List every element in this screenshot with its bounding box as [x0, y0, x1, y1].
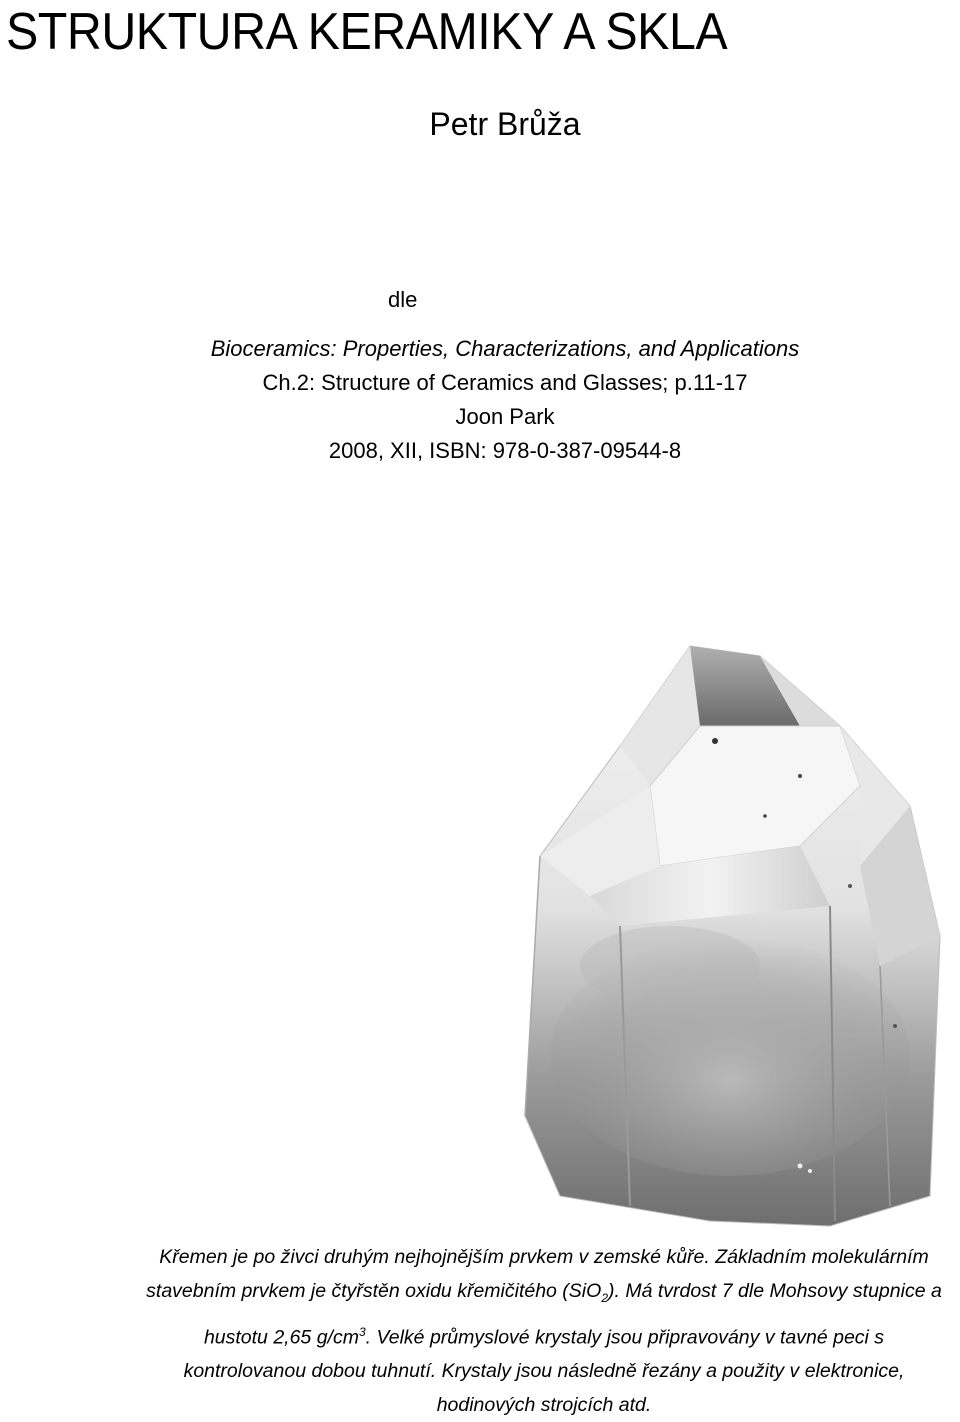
caption-text-1: Křemen je po živci druhým nejhojnějším prvkem v zemské kůře. Základním molekulárním stavebním prvkem je čtyřstěn oxidu křemičitého (SiO: [146, 1246, 929, 1302]
author-name: Petr Brůža: [429, 106, 581, 142]
figure-caption: [140, 1240, 948, 1422]
document-title: STRUKTURA KERAMIKY A SKLA: [6, 3, 728, 61]
caption-subscript: 2: [601, 1290, 608, 1305]
caption-text-2: ). Má tvrdost 7 dle Mohsovy stupnice a hustotu 2,65 g/cm: [203, 1280, 942, 1349]
source-chapter: Ch.2: Structure of Ceramics and Glasses; p.11-17: [262, 370, 748, 395]
caption-text-3: . Velké průmyslové krystaly jsou připravovány v tavné peci s kontrolovanou dobou tuhnutí. Krystaly jsou následně řezány a použity v elektronice, hodinových strojcích atd.: [183, 1326, 905, 1417]
source-book-title: Bioceramics: Properties, Characterizations, and Applications: [210, 336, 800, 361]
source-book-author: Joon Park: [455, 404, 555, 429]
source-preposition: dle: [388, 287, 418, 312]
quartz-crystal-image: [500, 636, 960, 1230]
source-publication: 2008, XII, ISBN: 978-0-387-09544-8: [328, 438, 682, 463]
caption-superscript: 3: [358, 1324, 366, 1339]
